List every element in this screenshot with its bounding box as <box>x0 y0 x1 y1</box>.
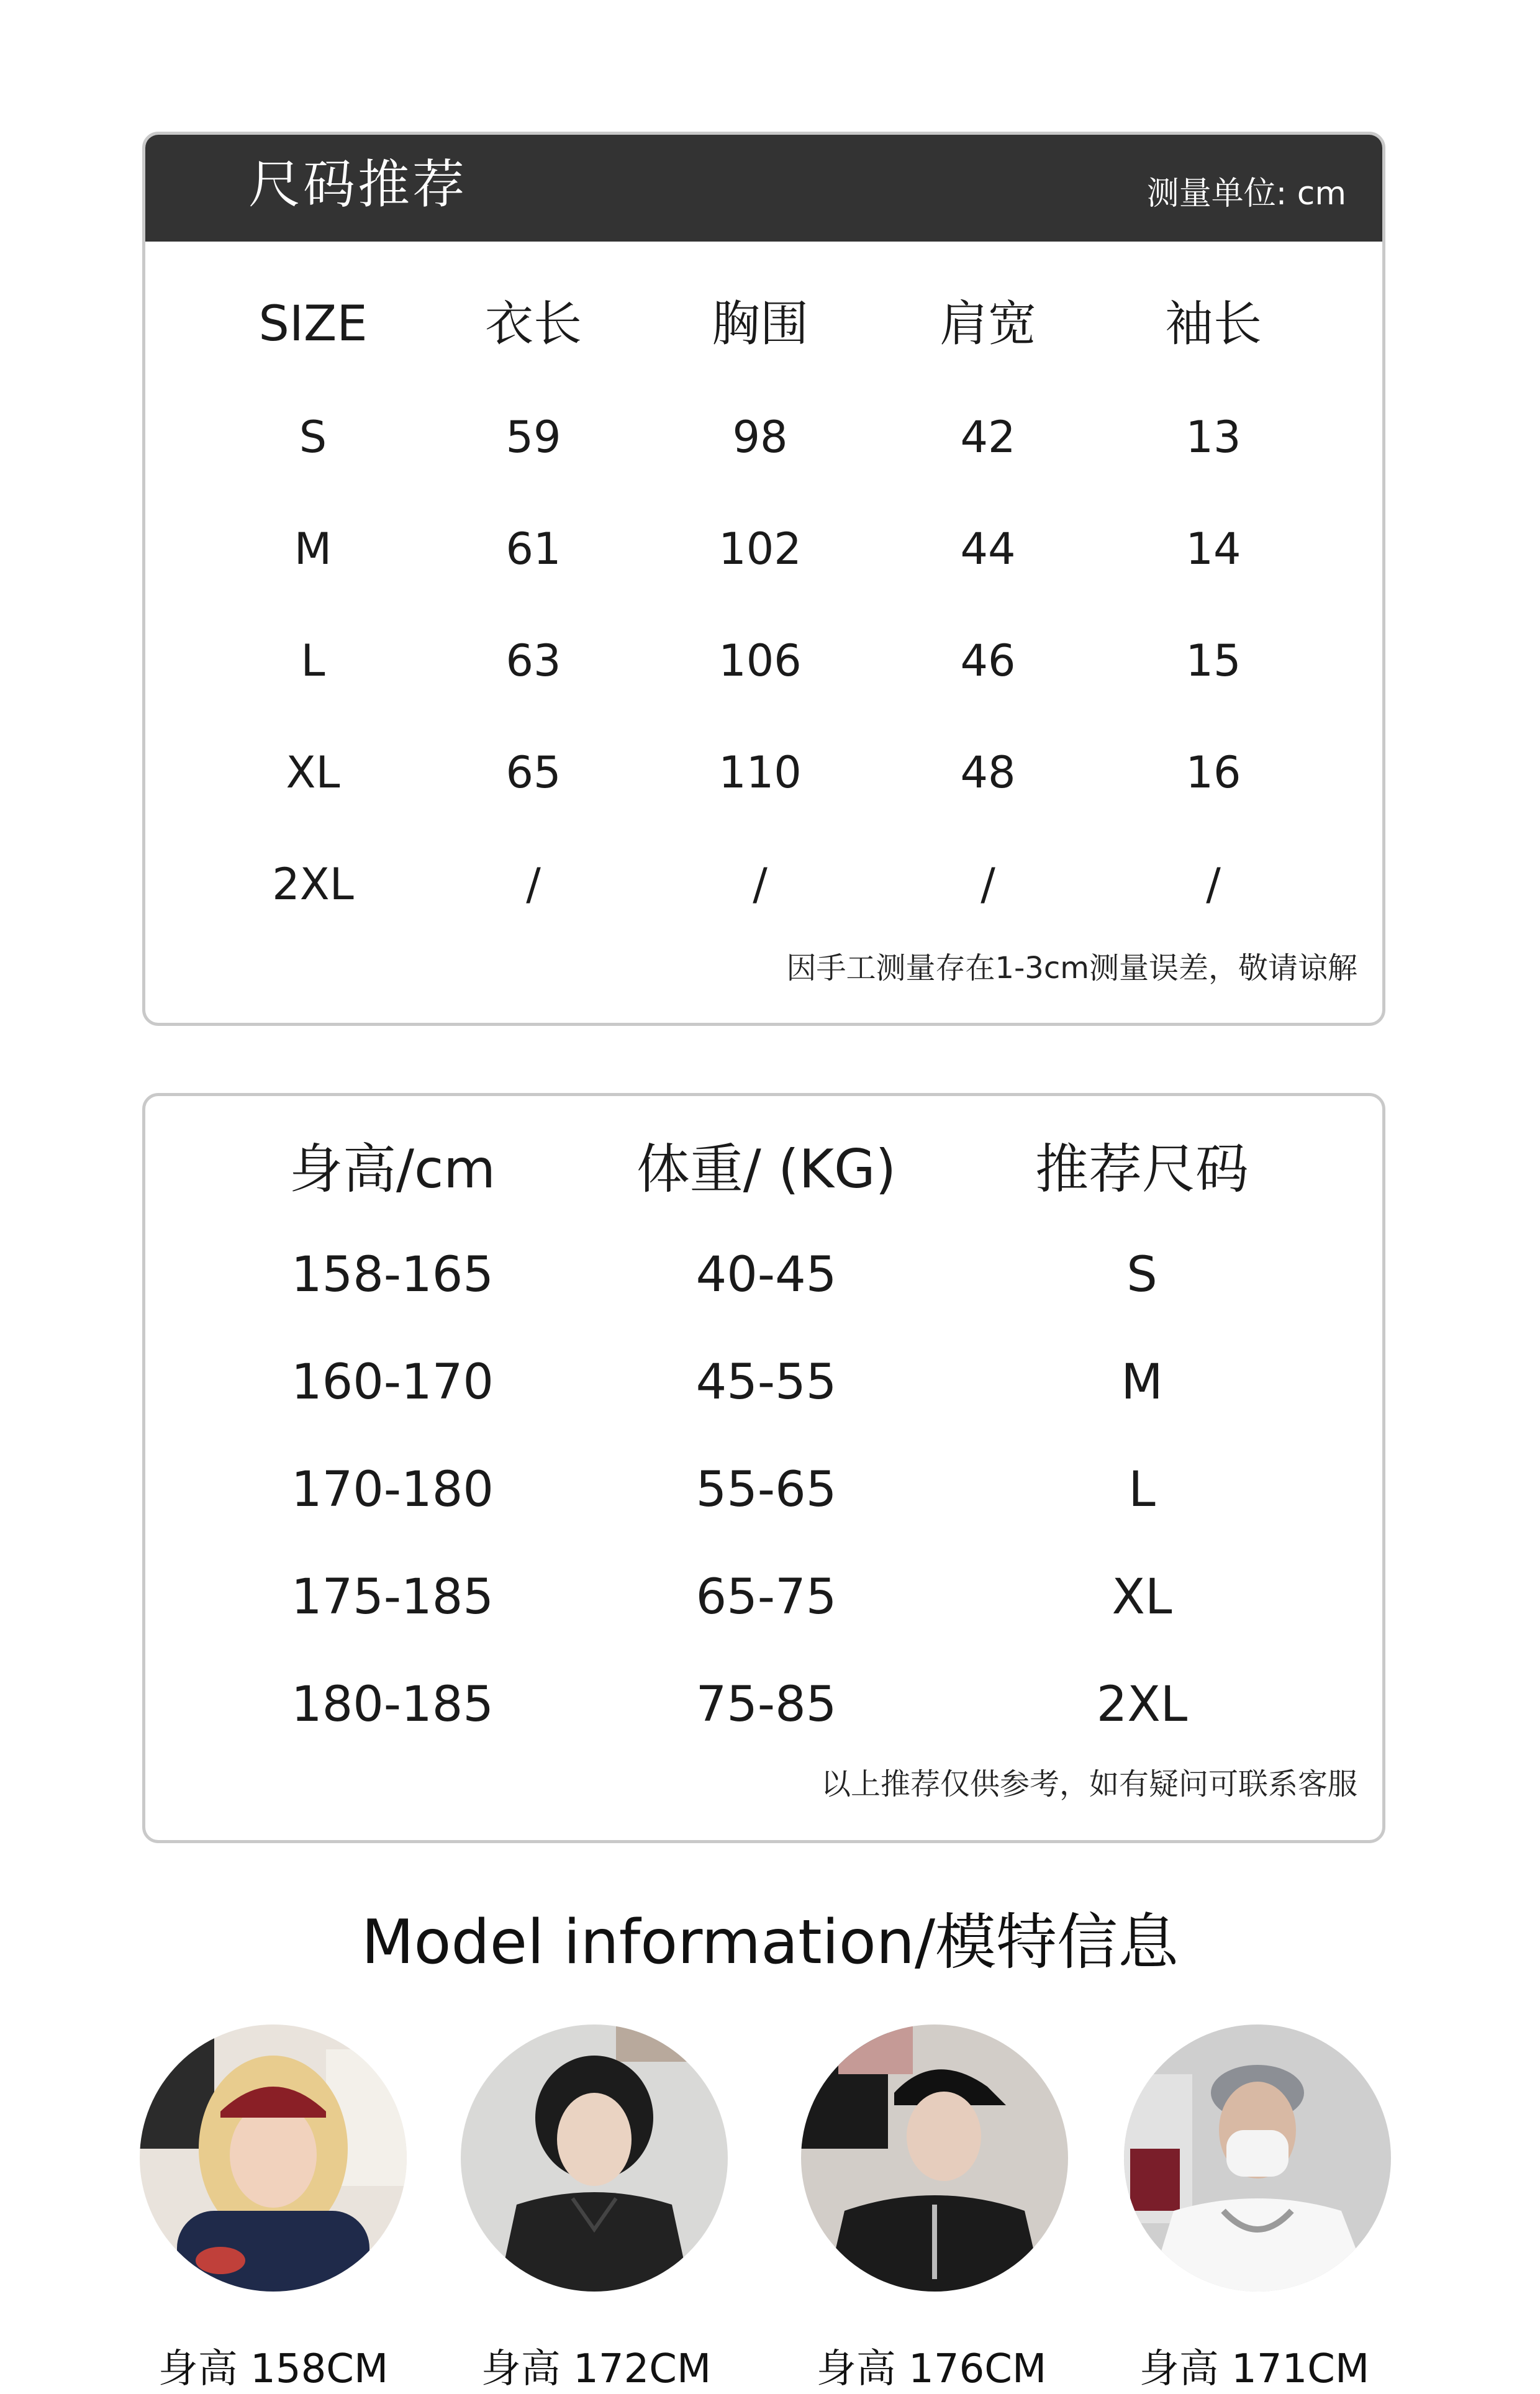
size-cell: 44 <box>960 524 1016 574</box>
model-section-title: Model information/模特信息 <box>361 1907 1179 1978</box>
size-cell: 46 <box>960 635 1016 686</box>
size-table-note: 因手工测量存在1-3cm测量误差，敬请谅解 <box>786 951 1357 986</box>
recommend-header-cell: 体重/ (KG) <box>636 1138 897 1200</box>
recommend-header-cell: 推荐尺码 <box>1035 1138 1249 1200</box>
recommend-cell: 175-185 <box>291 1569 494 1625</box>
size-table-title: 尺码推荐 <box>248 154 468 215</box>
recommend-cell: 160-170 <box>291 1354 494 1410</box>
size-cell: 110 <box>718 747 802 798</box>
recommend-cell: 45-55 <box>695 1354 837 1410</box>
size-header-cell: 袖长 <box>1164 296 1262 352</box>
size-header-cell: 胸围 <box>711 296 808 352</box>
measurement-unit: 测量单位: cm <box>1146 175 1346 212</box>
size-cell: / <box>981 859 995 910</box>
size-cell: XL <box>286 747 340 798</box>
recommend-cell: 170-180 <box>291 1462 494 1518</box>
size-cell: 16 <box>1185 747 1241 798</box>
size-cell: 61 <box>505 524 561 574</box>
model-photo-2 <box>461 2024 728 2292</box>
size-cell: / <box>1206 859 1221 910</box>
size-cell: 65 <box>505 747 561 798</box>
size-cell: 102 <box>718 524 802 574</box>
size-cell: 59 <box>505 412 561 463</box>
model-caption-4: 身高 171CM <box>1139 2346 1370 2392</box>
size-table-card <box>142 132 1385 1026</box>
recommend-cell: 65-75 <box>695 1569 837 1625</box>
model-photo-1 <box>140 2024 407 2292</box>
size-cell: L <box>301 635 325 686</box>
recommend-cell: 2XL <box>1096 1677 1188 1733</box>
recommend-header-cell: 身高/cm <box>289 1138 496 1200</box>
recommend-table-card <box>142 1093 1385 1843</box>
recommend-table-note: 以上推荐仅供参考，如有疑问可联系客服 <box>820 1767 1357 1802</box>
model-photo-4 <box>1124 2024 1391 2292</box>
recommend-cell: L <box>1128 1462 1156 1518</box>
size-cell: M <box>294 524 332 574</box>
recommend-cell: XL <box>1112 1569 1172 1625</box>
recommend-cell: S <box>1126 1247 1157 1303</box>
size-cell: / <box>753 859 768 910</box>
recommend-cell: 55-65 <box>695 1462 837 1518</box>
recommend-cell: 75-85 <box>695 1677 837 1733</box>
size-cell: 106 <box>718 635 802 686</box>
size-cell: 63 <box>505 635 561 686</box>
size-header-cell: SIZE <box>258 296 368 352</box>
size-cell: 2XL <box>272 859 354 910</box>
size-cell: 42 <box>960 412 1016 463</box>
model-caption-2: 身高 172CM <box>481 2346 712 2392</box>
size-cell: S <box>299 412 327 463</box>
size-header-cell: 肩宽 <box>939 296 1036 352</box>
recommend-cell: 180-185 <box>291 1677 494 1733</box>
size-cell: 14 <box>1185 524 1241 574</box>
size-cell: 15 <box>1185 635 1241 686</box>
size-table-header <box>145 135 1382 242</box>
size-header-cell: 衣长 <box>484 296 582 352</box>
size-cell: 98 <box>732 412 788 463</box>
model-caption-3: 身高 176CM <box>816 2346 1047 2392</box>
recommend-cell: 40-45 <box>695 1247 837 1303</box>
size-cell: 48 <box>960 747 1016 798</box>
recommend-cell: M <box>1121 1354 1163 1410</box>
size-cell: / <box>526 859 541 910</box>
size-cell: 13 <box>1185 412 1241 463</box>
model-photo-3 <box>801 2024 1068 2292</box>
model-caption-1: 身高 158CM <box>158 2346 389 2392</box>
recommend-cell: 158-165 <box>291 1247 494 1303</box>
